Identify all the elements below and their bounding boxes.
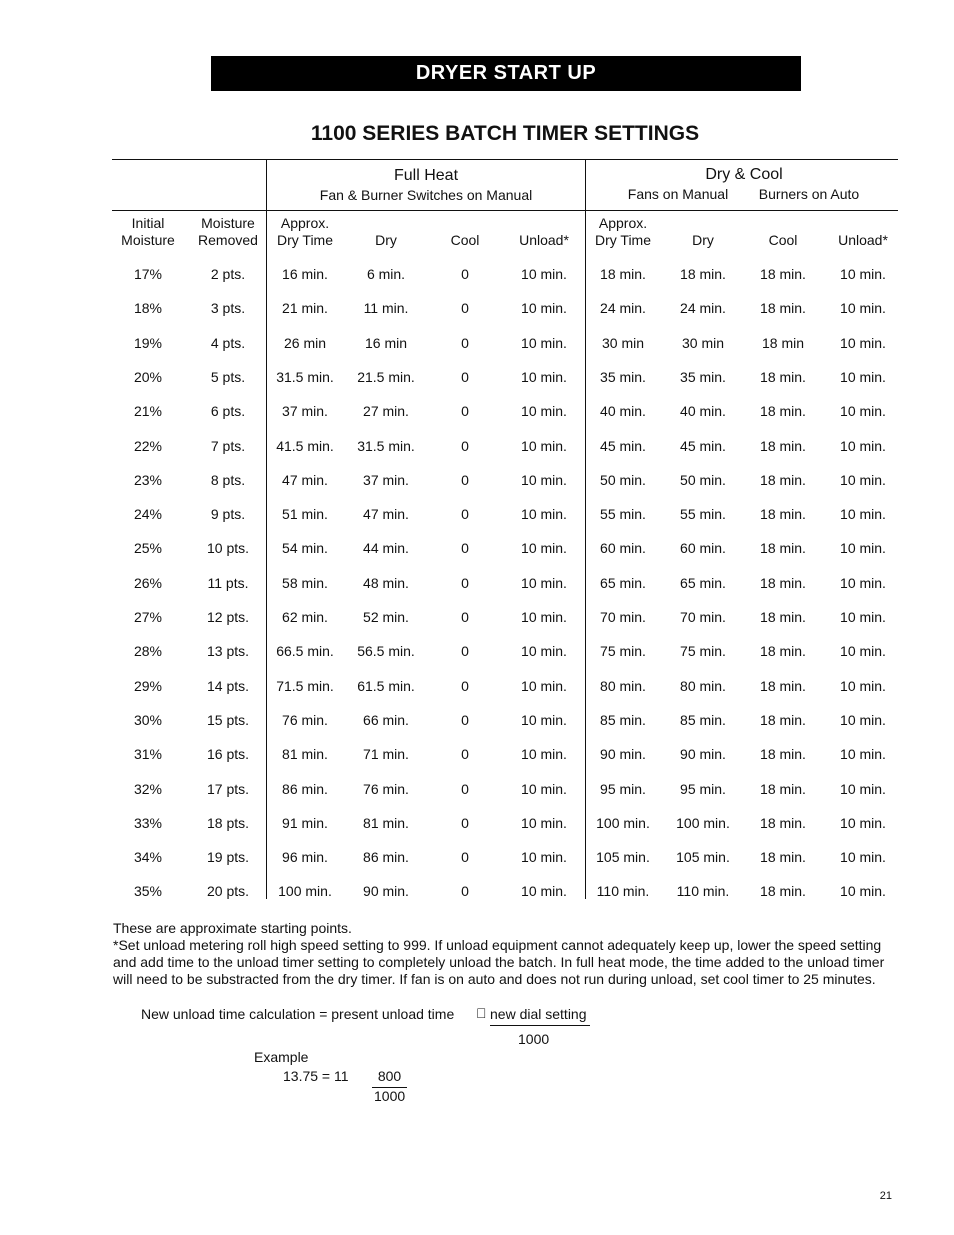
table-cell-initial-moisture: 27% [133, 609, 163, 625]
table-cell-fh-cool: 0 [461, 849, 469, 866]
column-header-line1: Moisture [201, 215, 255, 231]
column-header-line1 [451, 215, 480, 232]
table-cell-dc-dry: 110 min. [676, 883, 730, 900]
table-cell-fh-unload: 10 min. [521, 506, 567, 523]
table-cell-dc-approx-dry-time: 35 min. [600, 368, 646, 385]
table-cell-moisture-removed: 12 pts. [206, 609, 250, 625]
table-cell-dc-unload: 10 min. [840, 540, 886, 557]
column-header-line2: Dry [692, 232, 714, 248]
table-cell-dc-dry: 100 min. [676, 814, 730, 831]
table-cell-dc-approx-dry-time: 110 min. [596, 883, 650, 900]
table-cell-fh-cool: 0 [461, 574, 469, 591]
column-header-line1: Approx. [598, 215, 648, 231]
column-header-line2: Unload* [519, 232, 569, 248]
table-cell-dc-approx-dry-time: 65 min. [600, 574, 646, 591]
table-cell-initial-moisture: 19% [133, 334, 163, 351]
table-cell-dc-dry: 24 min. [680, 300, 726, 317]
table-cell-fh-unload: 10 min. [521, 814, 567, 831]
table-cell-fh-cool: 0 [461, 711, 469, 728]
table-cell-fh-approx-dry-time: 31.5 min. [276, 368, 334, 385]
column-header-moisture-removed [198, 215, 258, 249]
table-cell-dc-dry: 95 min. [680, 780, 726, 797]
table-cell-fh-dry: 71 min. [363, 746, 409, 763]
table-cell-initial-moisture: 31% [133, 746, 163, 763]
table-cell-dc-approx-dry-time: 85 min. [600, 711, 646, 728]
table-cell-fh-unload: 10 min. [521, 780, 567, 797]
table-cell-moisture-removed: 14 pts. [206, 677, 250, 694]
column-header-line2: Cool [768, 232, 798, 248]
table-cell-fh-cool: 0 [461, 506, 469, 523]
column-header-line2: Removed [198, 232, 258, 248]
table-cell-moisture-removed: 7 pts. [210, 437, 246, 454]
table-cell-dc-unload: 10 min. [840, 300, 886, 317]
table-cell-dc-dry: 30 min [681, 334, 725, 351]
table-cell-dc-unload: 10 min. [840, 677, 886, 694]
table-cell-dc-approx-dry-time: 40 min. [600, 403, 646, 420]
formula-denominator: 1000 [518, 1031, 550, 1047]
table-cell-dc-dry: 65 min. [680, 574, 726, 591]
table-cell-fh-unload: 10 min. [521, 643, 567, 660]
table-cell-fh-dry: 48 min. [363, 574, 409, 591]
table-cell-fh-dry: 44 min. [363, 540, 409, 557]
column-header-line2: Dry Time [277, 232, 333, 248]
page-number: 21 [879, 1190, 892, 1202]
table-cell-dc-cool: 18 min. [760, 368, 806, 385]
table-cell-fh-cool: 0 [461, 883, 469, 900]
table-cell-initial-moisture: 34% [133, 849, 163, 866]
table-cell-dc-dry: 75 min. [680, 643, 726, 660]
column-header-line1: Initial [131, 215, 165, 231]
table-cell-dc-unload: 10 min. [840, 574, 886, 591]
table-cell-dc-unload: 10 min. [840, 746, 886, 763]
table-cell-fh-dry: 16 min [364, 334, 408, 351]
table-cell-initial-moisture: 28% [133, 643, 163, 660]
table-cell-dc-unload: 10 min. [840, 266, 886, 282]
table-cell-dc-approx-dry-time: 90 min. [600, 746, 646, 763]
table-cell-fh-approx-dry-time: 91 min. [282, 814, 328, 831]
table-cell-dc-cool: 18 min. [760, 711, 806, 728]
table-cell-fh-cool: 0 [461, 403, 469, 420]
table-cell-initial-moisture: 35% [133, 883, 163, 900]
table-cell-moisture-removed: 6 pts. [210, 403, 246, 420]
table-cell-dc-dry: 60 min. [680, 540, 726, 557]
table-cell-fh-unload: 10 min. [521, 609, 567, 625]
table-cell-dc-approx-dry-time: 75 min. [600, 643, 646, 660]
table-cell-dc-dry: 35 min. [680, 368, 726, 385]
table-cell-fh-approx-dry-time: 100 min. [278, 883, 332, 900]
table-header-rule [112, 210, 898, 211]
table-cell-fh-unload: 10 min. [521, 368, 567, 385]
column-header-line2: Dry Time [595, 232, 651, 248]
table-cell-fh-cool: 0 [461, 814, 469, 831]
table-cell-dc-unload: 10 min. [840, 437, 886, 454]
table-cell-fh-approx-dry-time: 66.5 min. [276, 643, 334, 660]
table-cell-fh-approx-dry-time: 21 min. [282, 300, 328, 317]
table-cell-dc-approx-dry-time: 50 min. [600, 471, 646, 488]
note-approximate: These are approximate starting points. [113, 920, 352, 936]
group-dry-cool-sub-left: Fans on Manual [627, 186, 729, 202]
table-cell-fh-unload: 10 min. [521, 403, 567, 420]
table-cell-dc-unload: 10 min. [840, 609, 886, 625]
table-cell-dc-dry: 55 min. [680, 506, 726, 523]
table-cell-fh-cool: 0 [461, 300, 469, 317]
table-cell-fh-dry: 27 min. [363, 403, 409, 420]
table-cell-initial-moisture: 18% [133, 300, 163, 317]
group-dry-cool-title: Dry & Cool [705, 166, 783, 183]
table-cell-dc-cool: 18 min. [760, 814, 806, 831]
table-cell-moisture-removed: 3 pts. [210, 300, 246, 317]
page-title: 1100 SERIES BATCH TIMER SETTINGS [310, 122, 700, 145]
table-cell-dc-dry: 50 min. [680, 471, 726, 488]
table-cell-fh-dry: 66 min. [363, 711, 409, 728]
table-cell-dc-dry: 40 min. [680, 403, 726, 420]
table-cell-dc-approx-dry-time: 100 min. [596, 814, 650, 831]
table-cell-fh-dry: 56.5 min. [357, 643, 415, 660]
table-cell-fh-unload: 10 min. [521, 677, 567, 694]
table-cell-fh-dry: 31.5 min. [357, 437, 415, 454]
table-cell-fh-approx-dry-time: 76 min. [282, 711, 328, 728]
table-cell-moisture-removed: 20 pts. [206, 883, 250, 900]
table-cell-dc-dry: 105 min. [676, 849, 730, 866]
table-cell-fh-approx-dry-time: 58 min. [282, 574, 328, 591]
column-header-dc-unload [838, 215, 888, 249]
table-cell-fh-approx-dry-time: 96 min. [282, 849, 328, 866]
table-cell-dc-cool: 18 min. [760, 746, 806, 763]
table-cell-dc-unload: 10 min. [840, 711, 886, 728]
table-cell-fh-approx-dry-time: 86 min. [282, 780, 328, 797]
column-header-initial-moisture [121, 215, 175, 249]
example-lhs: 13.75 = 11 [283, 1068, 349, 1084]
table-cell-fh-unload: 10 min. [521, 574, 567, 591]
table-cell-fh-dry: 37 min. [363, 471, 409, 488]
table-cell-dc-cool: 18 min. [760, 574, 806, 591]
table-cell-dc-unload: 10 min. [840, 883, 886, 900]
table-cell-fh-unload: 10 min. [521, 266, 567, 282]
table-cell-fh-approx-dry-time: 41.5 min. [276, 437, 334, 454]
table-cell-fh-cool: 0 [461, 643, 469, 660]
table-cell-fh-cool: 0 [461, 677, 469, 694]
table-cell-fh-dry: 6 min. [366, 266, 406, 282]
group-dry-cool-sub-right: Burners on Auto [758, 186, 860, 202]
table-cell-dc-cool: 18 min. [760, 609, 806, 625]
example-denominator: 1000 [374, 1088, 406, 1104]
table-cell-dc-cool: 18 min. [760, 266, 806, 282]
column-header-fh-cool [451, 215, 480, 249]
column-header-line1 [692, 215, 714, 232]
table-cell-dc-approx-dry-time: 24 min. [600, 300, 646, 317]
table-cell-fh-approx-dry-time: 37 min. [282, 403, 328, 420]
table-cell-dc-approx-dry-time: 105 min. [596, 849, 650, 866]
table-cell-fh-dry: 21.5 min. [357, 368, 415, 385]
table-cell-fh-cool: 0 [461, 540, 469, 557]
table-cell-fh-unload: 10 min. [521, 437, 567, 454]
column-header-line1: Approx. [280, 215, 330, 231]
table-cell-dc-approx-dry-time: 45 min. [600, 437, 646, 454]
column-header-line1 [769, 215, 798, 232]
table-cell-initial-moisture: 30% [133, 711, 163, 728]
table-cell-dc-approx-dry-time: 80 min. [600, 677, 646, 694]
table-cell-initial-moisture: 24% [133, 506, 163, 523]
table-cell-moisture-removed: 4 pts. [210, 334, 246, 351]
formula-symbol:   [476, 1005, 487, 1021]
table-cell-dc-cool: 18 min. [760, 643, 806, 660]
column-header-dc-cool [769, 215, 798, 249]
table-cell-fh-unload: 10 min. [521, 883, 567, 900]
table-cell-dc-approx-dry-time: 30 min [601, 334, 645, 351]
table-cell-moisture-removed: 11 pts. [207, 574, 249, 591]
table-cell-fh-dry: 11 min. [363, 300, 409, 317]
table-cell-moisture-removed: 9 pts. [210, 506, 246, 523]
table-cell-fh-cool: 0 [461, 437, 469, 454]
table-cell-fh-dry: 81 min. [363, 814, 409, 831]
table-cell-fh-approx-dry-time: 26 min [283, 334, 327, 351]
table-cell-initial-moisture: 33% [133, 814, 163, 831]
table-cell-fh-approx-dry-time: 62 min. [282, 609, 328, 625]
table-cell-fh-cool: 0 [461, 334, 469, 351]
group-full-heat-title: Full Heat [393, 167, 459, 184]
table-cell-dc-cool: 18 min. [760, 849, 806, 866]
table-cell-fh-approx-dry-time: 16 min. [282, 266, 328, 282]
table-divider-left [266, 159, 267, 899]
table-cell-fh-cool: 0 [461, 780, 469, 797]
column-header-line2: Unload* [838, 232, 888, 248]
table-cell-dc-approx-dry-time: 18 min. [600, 266, 646, 282]
table-cell-dc-cool: 18 min. [760, 780, 806, 797]
column-header-line1 [375, 215, 397, 232]
table-cell-fh-unload: 10 min. [521, 746, 567, 763]
table-cell-initial-moisture: 20% [133, 368, 163, 385]
column-header-fh-dry [375, 215, 397, 249]
table-cell-dc-dry: 85 min. [680, 711, 726, 728]
table-cell-moisture-removed: 16 pts. [206, 746, 250, 763]
table-cell-dc-dry: 18 min. [680, 266, 726, 282]
table-cell-dc-cool: 18 min. [760, 437, 806, 454]
table-cell-dc-dry: 90 min. [680, 746, 726, 763]
table-cell-fh-cool: 0 [461, 266, 469, 282]
table-cell-dc-unload: 10 min. [840, 849, 886, 866]
table-cell-moisture-removed: 19 pts. [206, 849, 250, 866]
table-cell-fh-approx-dry-time: 54 min. [282, 540, 328, 557]
table-divider-right [585, 159, 586, 899]
table-cell-moisture-removed: 18 pts. [206, 814, 250, 831]
table-cell-dc-unload: 10 min. [840, 471, 886, 488]
table-cell-dc-cool: 18 min. [760, 506, 806, 523]
table-cell-fh-dry: 86 min. [363, 849, 409, 866]
table-cell-dc-dry: 80 min. [680, 677, 726, 694]
table-cell-dc-unload: 10 min. [840, 403, 886, 420]
table-top-rule [112, 159, 898, 160]
table-cell-fh-cool: 0 [461, 368, 469, 385]
group-full-heat-subtitle: Fan & Burner Switches on Manual [319, 187, 533, 203]
table-cell-moisture-removed: 13 pts. [206, 643, 250, 660]
table-cell-fh-dry: 90 min. [363, 883, 409, 900]
column-header-fh-approx-dry-time [277, 215, 333, 249]
table-cell-initial-moisture: 22% [133, 437, 163, 454]
table-cell-fh-unload: 10 min. [521, 334, 567, 351]
table-cell-dc-cool: 18 min. [760, 540, 806, 557]
formula-label: New unload time calculation = present unload time [141, 1006, 455, 1022]
table-cell-dc-unload: 10 min. [840, 506, 886, 523]
table-cell-moisture-removed: 17 pts. [206, 780, 250, 797]
table-cell-dc-approx-dry-time: 60 min. [600, 540, 646, 557]
table-cell-dc-unload: 10 min. [840, 368, 886, 385]
example-label: Example [254, 1049, 309, 1065]
table-cell-initial-moisture: 25% [133, 540, 163, 557]
table-cell-dc-unload: 10 min. [840, 334, 886, 351]
table-cell-fh-approx-dry-time: 51 min. [282, 506, 328, 523]
table-cell-fh-approx-dry-time: 47 min. [282, 471, 328, 488]
table-cell-fh-dry: 47 min. [363, 506, 409, 523]
column-header-line2: Moisture [121, 232, 175, 248]
footnotes [113, 920, 899, 988]
column-header-line2: Cool [450, 232, 480, 248]
table-cell-fh-dry: 52 min. [363, 609, 409, 625]
table-cell-fh-approx-dry-time: 81 min. [282, 746, 328, 763]
table-cell-moisture-removed: 15 pts. [206, 711, 250, 728]
column-header-line1 [838, 215, 888, 232]
table-cell-initial-moisture: 23% [133, 471, 163, 488]
table-cell-moisture-removed: 10 pts. [206, 540, 250, 557]
table-cell-fh-cool: 0 [461, 609, 469, 625]
example-numerator: 800 [372, 1068, 407, 1088]
table-cell-moisture-removed: 8 pts. [210, 471, 246, 488]
table-cell-fh-cool: 0 [461, 746, 469, 763]
table-cell-dc-approx-dry-time: 95 min. [600, 780, 646, 797]
column-header-fh-unload [519, 215, 569, 249]
table-cell-initial-moisture: 29% [133, 677, 163, 694]
table-cell-dc-dry: 70 min. [680, 609, 726, 625]
formula-numerator: new dial setting [490, 1006, 590, 1026]
table-cell-fh-unload: 10 min. [521, 540, 567, 557]
table-cell-moisture-removed: 5 pts. [210, 368, 246, 385]
table-cell-dc-cool: 18 min. [760, 677, 806, 694]
note-unload-setting: *Set unload metering roll high speed setting to 999. If unload equipment cannot adequately keep up, lower the speed setting and add time to the unload timer setting to completely unload the batch. In full heat mode, the time added to the unload timer will need to be substracted from the dry timer. If fan is on auto and does not run during unload, set cool timer to 25 minutes. [113, 937, 885, 987]
table-cell-fh-cool: 0 [461, 471, 469, 488]
table-cell-initial-moisture: 17% [133, 266, 163, 282]
table-cell-dc-cool: 18 min. [760, 471, 806, 488]
column-header-dc-approx-dry-time [595, 215, 651, 249]
section-banner: DRYER START UP [211, 56, 801, 91]
table-cell-dc-approx-dry-time: 55 min. [600, 506, 646, 523]
table-cell-dc-cool: 18 min. [760, 300, 806, 317]
table-cell-fh-dry: 76 min. [363, 780, 409, 797]
table-cell-dc-unload: 10 min. [840, 780, 886, 797]
column-header-line2: Dry [375, 232, 397, 248]
table-cell-dc-cool: 18 min. [760, 403, 806, 420]
table-cell-fh-approx-dry-time: 71.5 min. [276, 677, 334, 694]
table-cell-fh-dry: 61.5 min. [357, 677, 415, 694]
table-cell-moisture-removed: 2 pts. [210, 266, 246, 282]
column-header-dc-dry [692, 215, 714, 249]
table-cell-initial-moisture: 32% [133, 780, 163, 797]
table-cell-fh-unload: 10 min. [521, 471, 567, 488]
table-cell-fh-unload: 10 min. [521, 849, 567, 866]
column-header-line1 [519, 215, 569, 232]
table-cell-fh-unload: 10 min. [521, 711, 567, 728]
table-cell-initial-moisture: 26% [133, 574, 163, 591]
table-cell-dc-cool: 18 min. [760, 883, 806, 900]
table-cell-initial-moisture: 21% [133, 403, 163, 420]
table-cell-fh-unload: 10 min. [521, 300, 567, 317]
table-cell-dc-approx-dry-time: 70 min. [600, 609, 646, 625]
table-cell-dc-dry: 45 min. [680, 437, 726, 454]
table-cell-dc-unload: 10 min. [840, 814, 886, 831]
table-cell-dc-unload: 10 min. [840, 643, 886, 660]
table-cell-dc-cool: 18 min [761, 334, 805, 351]
